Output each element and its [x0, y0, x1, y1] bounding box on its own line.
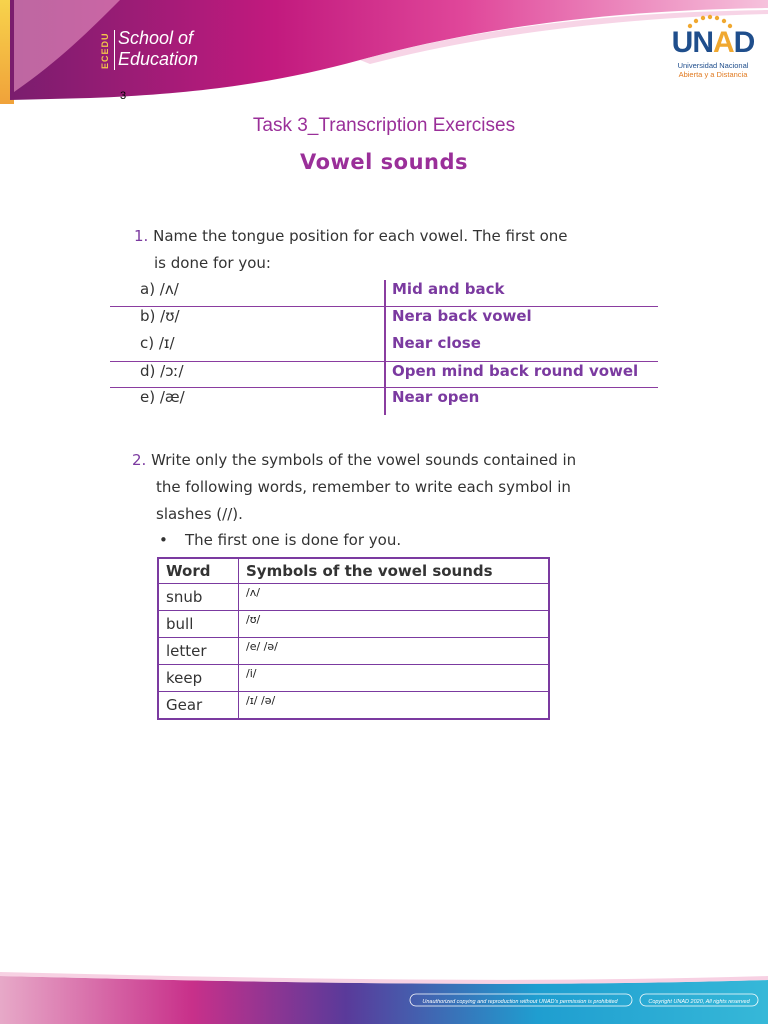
word-cell: bull: [158, 611, 239, 638]
symbols-cell: /ɪ/ /ə/: [239, 692, 550, 720]
bullet-item: [159, 527, 402, 554]
table-row: [158, 665, 549, 692]
vowel-cell: b) /ʊ/: [140, 306, 180, 325]
header-banner: [0, 0, 768, 110]
question-1-number: 1.: [134, 227, 149, 245]
word-cell: Gear: [158, 692, 239, 720]
word-cell: keep: [158, 665, 239, 692]
header-divider: [114, 30, 115, 70]
unad-subtitle-1: Universidad Nacional: [677, 61, 749, 70]
header-word: Word: [158, 558, 239, 584]
vowel-cell: e) /æ/: [140, 388, 185, 406]
footer-copyright: Copyright UNAD 2020, All rights reserved: [648, 999, 750, 1005]
question-2-number: 2.: [132, 451, 147, 469]
table-row: [110, 361, 658, 389]
answer-cell: Near close: [392, 333, 481, 352]
answer-cell: Near open: [392, 388, 480, 406]
question-2: [132, 447, 652, 528]
bullet-text: The first one is done for you.: [185, 531, 402, 549]
question-2-line-1: Write only the symbols of the vowel sounds contained in: [151, 451, 577, 469]
unad-wordmark: UNAD: [671, 26, 755, 59]
table-row: [110, 334, 658, 361]
school-line-1: School of: [118, 28, 194, 48]
bullet-icon: •: [159, 531, 168, 549]
symbols-cell: /ʊ/: [239, 611, 550, 638]
table-row: [110, 307, 658, 334]
table-row: [110, 388, 658, 415]
table-row: [158, 638, 549, 665]
school-line-2: Education: [118, 49, 199, 69]
question-1-line-1: Name the tongue position for each vowel. The first one: [153, 227, 568, 245]
question-1: [134, 223, 634, 277]
page-number: 3: [120, 90, 127, 102]
question-2-line-2: the following words, remember to write each symbol in: [156, 478, 571, 496]
table-header-row: [158, 558, 549, 584]
answer-cell: Nera back vowel: [392, 306, 532, 325]
answer-cell: Open mind back round vowel: [392, 361, 639, 380]
header-symbols: Symbols of the vowel sounds: [239, 558, 550, 584]
word-cell: letter: [158, 638, 239, 665]
symbols-cell: /i/: [239, 665, 550, 692]
table-row: [158, 584, 549, 611]
ecedu-vertical-tag: ECEDU: [100, 32, 110, 70]
symbols-cell: /ʌ/: [239, 584, 550, 611]
school-of-education-label: [118, 28, 198, 70]
footer-notice: Unauthorized copying and reproduction without UNAD's permission is prohibited: [422, 999, 618, 1005]
section-title: Vowel sounds: [299, 150, 469, 174]
table-row: [158, 611, 549, 638]
answer-cell: Mid and back: [392, 280, 505, 298]
tongue-position-table: [110, 280, 658, 415]
unad-subtitle-2: Abierta y a Distancia: [678, 70, 748, 79]
vowel-cell: a) /ʌ/: [140, 280, 179, 298]
vowel-symbols-table: [157, 557, 550, 720]
vowel-cell: d) /ɔː/: [140, 361, 184, 380]
question-2-line-3: slashes (//).: [156, 505, 243, 523]
footer-banner: [0, 968, 768, 1024]
word-cell: snub: [158, 584, 239, 611]
symbols-cell: /e/ /ə/: [239, 638, 550, 665]
question-1-line-2: is done for you:: [154, 254, 271, 272]
table-row: [110, 280, 658, 307]
task-title: Task 3_Transcription Exercises: [252, 115, 516, 136]
table-row: [158, 692, 549, 720]
vowel-cell: c) /ɪ/: [140, 333, 175, 352]
